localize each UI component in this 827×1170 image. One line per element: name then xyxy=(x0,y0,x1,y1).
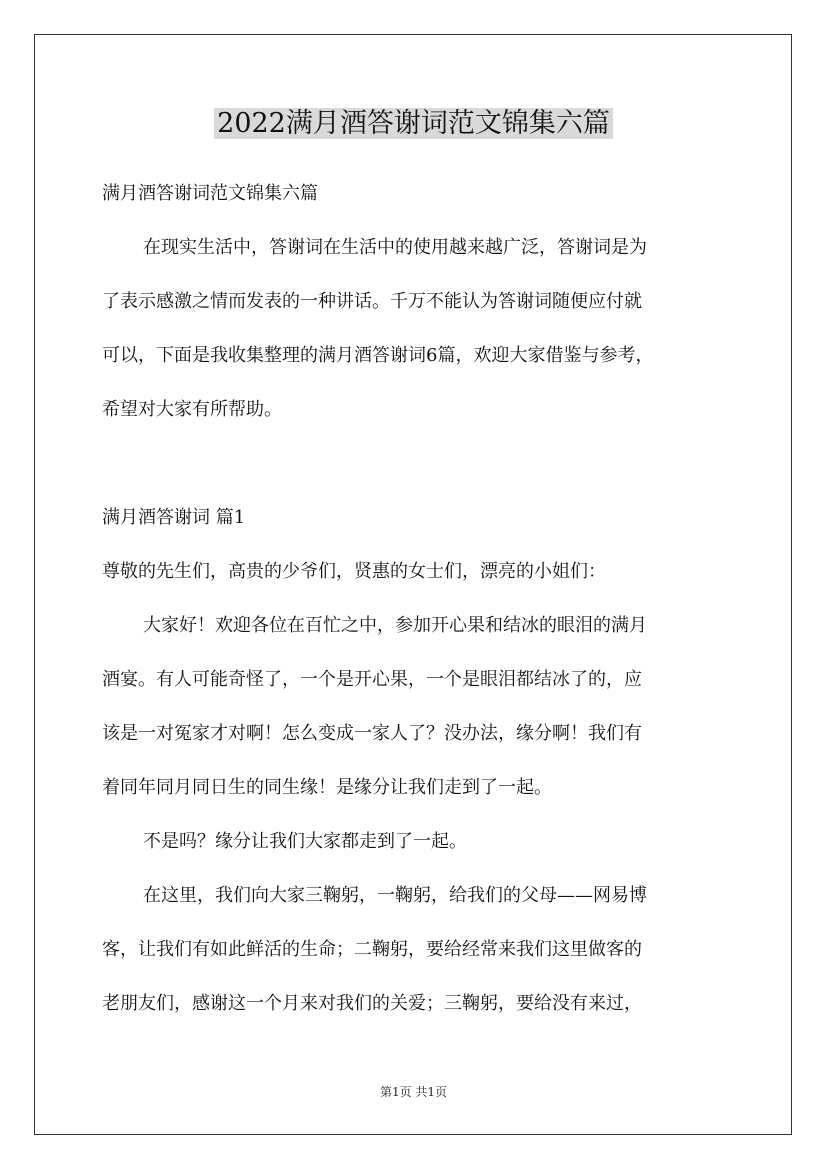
paragraph3-line-2: 客，让我们有如此鲜活的生命；二鞠躬，要给经常来我们这里做客的 xyxy=(102,939,642,960)
paragraph1-line-2: 酒宴。有人可能奇怪了，一个是开心果，一个是眼泪都结冰了的，应 xyxy=(102,669,642,690)
intro-line-1: 在现实生活中，答谢词在生活中的使用越来越广泛，答谢词是为 xyxy=(143,237,647,258)
paragraph1-line-4: 着同年同月同日生的同生缘！是缘分让我们走到了一起。 xyxy=(102,777,552,798)
paragraph2-line-1: 不是吗？缘分让我们大家都走到了一起。 xyxy=(143,831,467,852)
page-footer: 第1页 共1页 xyxy=(379,1085,448,1099)
document-title: 2022满月酒答谢词范文锦集六篇 xyxy=(0,104,827,144)
salutation: 尊敬的先生们，高贵的少爷们，贤惠的女士们，漂亮的小姐们： xyxy=(102,561,606,582)
paragraph1-line-1: 大家好！欢迎各位在百忙之中，参加开心果和结冰的眼泪的满月 xyxy=(143,615,647,636)
paragraph3-line-3: 老朋友们，感谢这一个月来对我们的关爱；三鞠躬，要给没有来过， xyxy=(102,993,642,1014)
paragraph1-line-3: 该是一对冤家才对啊！怎么变成一家人了？没办法，缘分啊！我们有 xyxy=(102,723,642,744)
section-heading: 满月酒答谢词 篇1 xyxy=(102,507,246,528)
document-subtitle: 满月酒答谢词范文锦集六篇 xyxy=(102,183,318,204)
paragraph3-line-1: 在这里，我们向大家三鞠躬，一鞠躬，给我们的父母——网易博 xyxy=(143,885,647,906)
intro-line-3: 可以，下面是我收集整理的满月酒答谢词6篇，欢迎大家借鉴与参考， xyxy=(102,345,654,366)
intro-line-4: 希望对大家有所帮助。 xyxy=(102,399,282,420)
intro-line-2: 了表示感激之情而发表的一种讲话。千万不能认为答谢词随便应付就 xyxy=(102,291,642,312)
